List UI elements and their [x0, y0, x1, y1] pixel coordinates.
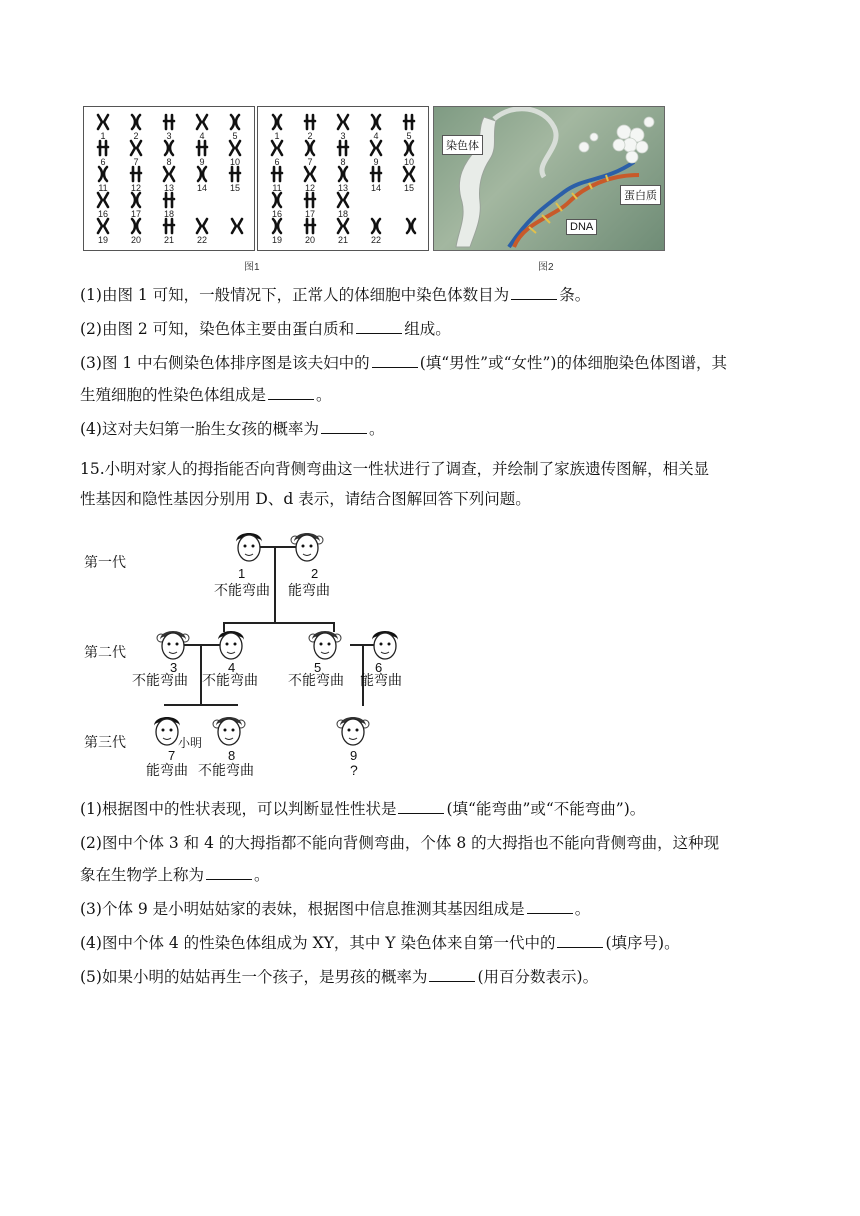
answer-blank[interactable] — [206, 865, 252, 880]
chromosome-pair-icon — [162, 113, 176, 131]
question-text-tail: 条。 — [559, 286, 591, 304]
chromosome-pair-icon — [369, 217, 383, 235]
right-chromosome-20 — [297, 217, 323, 247]
answer-blank[interactable] — [372, 353, 418, 368]
chromosome-number: 22 — [370, 235, 381, 245]
question-text-tail: 。 — [254, 866, 270, 884]
chromosome-number: 21 — [337, 235, 348, 245]
chromosome-number: 4 — [373, 131, 379, 141]
chromosome-number: 13 — [337, 183, 348, 193]
right-chromosome-21 — [330, 217, 356, 247]
descent-line-gen1 — [274, 546, 276, 622]
chromosome-number: 20 — [304, 235, 315, 245]
q15-stem-line2: 性基因和隐性基因分别用 D、d 表示，请结合图解回答下列问题。 — [80, 490, 531, 508]
sex-chromosome-icon — [404, 217, 418, 235]
person-face-icon — [366, 624, 404, 664]
chromosome-pair-icon — [195, 139, 209, 157]
chromosome-number: 8 — [166, 157, 172, 167]
person-trait-label: 能弯曲 — [360, 672, 402, 688]
chromosome-pair-icon — [195, 113, 209, 131]
chromosome-number: 15 — [229, 183, 240, 193]
person-face-icon — [210, 710, 248, 750]
person-face-icon — [334, 710, 372, 750]
chromosome-number: 21 — [163, 235, 174, 245]
chromosome-pair-icon — [129, 139, 143, 157]
question-text: (2)由图 2 可知，染色体主要由蛋白质和 — [80, 320, 355, 338]
question-text: (1)由图 1 可知，一般情况下，正常人的体细胞中染色体数目为 — [80, 286, 510, 304]
person-9-portrait — [334, 710, 372, 750]
question-text-tail: 组成。 — [404, 320, 451, 338]
person-number: 8 — [228, 748, 236, 763]
chromosome-number: 15 — [403, 183, 414, 193]
chromosome-pair-icon — [336, 217, 350, 235]
generation-2-label: 第二代 — [84, 644, 126, 660]
chromosome-number: 4 — [199, 131, 205, 141]
person-number: 6 — [375, 660, 383, 675]
chromosome-pair-icon — [228, 139, 242, 157]
answer-blank[interactable] — [398, 799, 444, 814]
question-text: (3)个体 9 是小明姑姑家的表妹，根据图中信息推测其基因组成是 — [80, 900, 525, 918]
chromosome-number: 13 — [163, 183, 174, 193]
chromosome-number: 17 — [304, 209, 315, 219]
question-text: (3)图 1 中右侧染色体排序图是该夫妇中的 — [80, 354, 370, 372]
chromosome-number: 10 — [229, 157, 240, 167]
left-chromosome-15 — [222, 165, 248, 195]
chromosome-pair-icon — [369, 165, 383, 183]
generation-1-label: 第一代 — [84, 554, 126, 570]
person-face-icon — [212, 624, 250, 664]
chromosome-pair-icon — [369, 139, 383, 157]
person-trait-label: 不能弯曲 — [198, 762, 254, 778]
chromosome-number: 2 — [307, 131, 313, 141]
person-number: 7 — [168, 748, 176, 763]
question-text: (1)根据图中的性状表现，可以判断显性性状是 — [80, 800, 397, 818]
q15-line-5 — [80, 932, 680, 954]
chromosome-pair-icon — [369, 113, 383, 131]
chromosome-pair-icon — [162, 139, 176, 157]
chromosome-pair-icon — [270, 139, 284, 157]
question-text: (2)图中个体 3 和 4 的大拇指都不能向背侧弯曲，个体 8 的大拇指也不能向背侧弯曲，这种现 — [80, 834, 720, 852]
left-chromosome-22 — [189, 217, 215, 247]
person-name-label: 小明 — [178, 736, 203, 750]
chromosome-number: 9 — [199, 157, 205, 167]
chromosome-pair-icon — [96, 191, 110, 209]
q15-line-2 — [80, 832, 719, 854]
chromosome-number: 16 — [271, 209, 282, 219]
chromosome-number: 1 — [274, 131, 280, 141]
chromosome-pair-icon — [270, 113, 284, 131]
answer-blank[interactable] — [557, 933, 603, 948]
person-number: 2 — [311, 566, 319, 581]
right-chromosome-19 — [264, 217, 290, 247]
chromosome-number: 14 — [196, 183, 207, 193]
question-text-tail: 。 — [316, 386, 332, 404]
question-text: 象在生物学上称为 — [80, 866, 205, 884]
label-dna: DNA — [566, 219, 597, 235]
q15-line-3 — [80, 864, 270, 886]
chromosome-pair-icon — [402, 165, 416, 183]
dna-illustration — [434, 107, 664, 250]
person-2-portrait — [288, 526, 326, 566]
person-face-icon — [306, 624, 344, 664]
chromosome-pair-icon — [270, 191, 284, 209]
figure2-caption: 图2 — [538, 262, 554, 273]
chromosome-number: 18 — [163, 209, 174, 219]
chromosome-number: 6 — [100, 157, 106, 167]
q15-line-6 — [80, 966, 598, 988]
chromosome-number: 2 — [133, 131, 139, 141]
answer-blank[interactable] — [429, 967, 475, 982]
person-trait-label: 能弯曲 — [288, 582, 330, 598]
chromosome-number: 16 — [97, 209, 108, 219]
pedigree-chart — [78, 520, 438, 785]
person-number: 5 — [314, 660, 322, 675]
chromosome-number: 17 — [130, 209, 141, 219]
chromosome-pair-icon — [336, 165, 350, 183]
q15-line-1 — [80, 798, 645, 820]
chromosome-pair-icon — [228, 165, 242, 183]
question-text-tail: 。 — [574, 900, 591, 918]
chromosome-number: 14 — [370, 183, 381, 193]
chromosome-pair-icon — [96, 217, 110, 235]
chromosome-number: 18 — [337, 209, 348, 219]
karyotype-right-panel — [257, 106, 429, 251]
chromosome-number: 6 — [274, 157, 280, 167]
person-face-icon — [154, 624, 192, 664]
answer-blank[interactable] — [268, 385, 314, 400]
person-trait-label: 能弯曲 — [146, 762, 188, 778]
chromosome-pair-icon — [336, 139, 350, 157]
q15-stem-line1: 15.小明对家人的拇指能否向背侧弯曲这一性状进行了调查，并绘制了家族遗传图解，相关显 — [80, 460, 710, 478]
chromosome-pair-icon — [336, 191, 350, 209]
chromosome-pair-icon — [270, 165, 284, 183]
person-number: 1 — [238, 566, 246, 581]
person-6-portrait — [366, 624, 404, 664]
person-trait-label: 不能弯曲 — [132, 672, 188, 688]
chromosome-pair-icon — [303, 191, 317, 209]
sex-chromosome-icon — [230, 217, 244, 235]
question-text: (4)图中个体 4 的性染色体组成为 XY，其中 Y 染色体来自第一代中的 — [80, 934, 556, 952]
person-5-portrait — [306, 624, 344, 664]
chromosome-pair-icon — [96, 165, 110, 183]
answer-blank[interactable] — [356, 319, 402, 334]
left-chromosome-20 — [123, 217, 149, 247]
person-number: 3 — [170, 660, 178, 675]
person-face-icon — [288, 526, 326, 566]
chromosome-pair-icon — [402, 139, 416, 157]
chromosome-number: 12 — [304, 183, 315, 193]
person-1-portrait — [230, 526, 268, 566]
answer-blank[interactable] — [527, 899, 573, 914]
label-chromosome: 染色体 — [442, 135, 483, 155]
left-chromosome-14 — [189, 165, 215, 195]
chromosome-number: 8 — [340, 157, 346, 167]
left-chromosome-21 — [156, 217, 182, 247]
chromosome-number: 1 — [100, 131, 106, 141]
question-text-tail: (填“能弯曲”或“不能弯曲”)。 — [446, 800, 646, 818]
chromosome-number: 20 — [130, 235, 141, 245]
chromosome-pair-icon — [336, 113, 350, 131]
chromosome-pair-icon — [96, 139, 110, 157]
person-number: 4 — [228, 660, 236, 675]
q14-line-1 — [80, 284, 590, 306]
chromosome-dna-figure — [433, 106, 665, 251]
chromosome-pair-icon — [96, 113, 110, 131]
person-trait-label: ? — [350, 762, 358, 778]
person-8-portrait — [210, 710, 248, 750]
chromosome-number: 10 — [403, 157, 414, 167]
left-chromosome-19 — [90, 217, 116, 247]
q15-line-4 — [80, 898, 590, 920]
q14-line-3 — [80, 352, 727, 374]
karyotype-left-panel — [83, 106, 255, 251]
chromosome-pair-icon — [129, 191, 143, 209]
sibling-line-7-8 — [164, 704, 238, 706]
question-text: 生殖细胞的性染色体组成是 — [80, 386, 267, 404]
label-protein: 蛋白质 — [620, 185, 661, 205]
person-trait-label: 不能弯曲 — [288, 672, 344, 688]
chromosome-number: 22 — [196, 235, 207, 245]
person-trait-label: 不能弯曲 — [214, 582, 270, 598]
chromosome-pair-icon — [195, 165, 209, 183]
chromosome-pair-icon — [270, 217, 284, 235]
right-chromosome-14 — [363, 165, 389, 195]
answer-blank[interactable] — [321, 419, 367, 434]
q14-line-5 — [80, 418, 384, 440]
generation-3-label: 第三代 — [84, 734, 126, 750]
chromosome-number: 11 — [98, 183, 108, 193]
chromosome-number: 19 — [271, 235, 282, 245]
chromosome-number: 7 — [133, 157, 139, 167]
question-text: (4)这对夫妇第一胎生女孩的概率为 — [80, 420, 319, 438]
chromosome-pair-icon — [303, 217, 317, 235]
answer-blank[interactable] — [511, 285, 557, 300]
chromosome-number: 5 — [406, 131, 412, 141]
question-text-tail: (填“男性”或“女性”)的体细胞染色体图谱，其 — [419, 354, 727, 372]
chromosome-number: 5 — [232, 131, 238, 141]
chromosome-pair-icon — [303, 113, 317, 131]
question-text-tail: 。 — [368, 420, 385, 438]
question-text-tail: (用百分数表示)。 — [477, 968, 599, 986]
chromosome-number: 9 — [373, 157, 379, 167]
chromosome-pair-icon — [129, 217, 143, 235]
chromosome-pair-icon — [303, 165, 317, 183]
person-3-portrait — [154, 624, 192, 664]
chromosome-number: 3 — [340, 131, 346, 141]
chromosome-number: 3 — [166, 131, 172, 141]
figure1-caption: 图1 — [244, 262, 260, 273]
person-trait-label: 不能弯曲 — [202, 672, 258, 688]
right-chromosome-22 — [363, 217, 389, 247]
chromosome-pair-icon — [129, 113, 143, 131]
right-chromosome-15 — [396, 165, 422, 195]
question-text-tail: (填序号)。 — [605, 934, 680, 952]
person-face-icon — [230, 526, 268, 566]
question-text: (5)如果小明的姑姑再生一个孩子，是男孩的概率为 — [80, 968, 428, 986]
chromosome-pair-icon — [303, 139, 317, 157]
chromosome-number: 12 — [130, 183, 141, 193]
right-sex-chromosome — [398, 217, 424, 247]
chromosome-pair-icon — [129, 165, 143, 183]
q14-line-2 — [80, 318, 451, 340]
chromosome-pair-icon — [195, 217, 209, 235]
chromosome-pair-icon — [402, 113, 416, 131]
chromosome-pair-icon — [162, 191, 176, 209]
person-4-portrait — [212, 624, 250, 664]
chromosome-pair-icon — [162, 165, 176, 183]
chromosome-number: 19 — [97, 235, 108, 245]
chromosome-pair-icon — [162, 217, 176, 235]
left-sex-chromosome — [224, 217, 250, 247]
person-number: 9 — [350, 748, 358, 763]
chromosome-number: 11 — [272, 183, 282, 193]
q14-line-4 — [80, 384, 332, 406]
chromosome-number: 7 — [307, 157, 313, 167]
chromosome-pair-icon — [228, 113, 242, 131]
